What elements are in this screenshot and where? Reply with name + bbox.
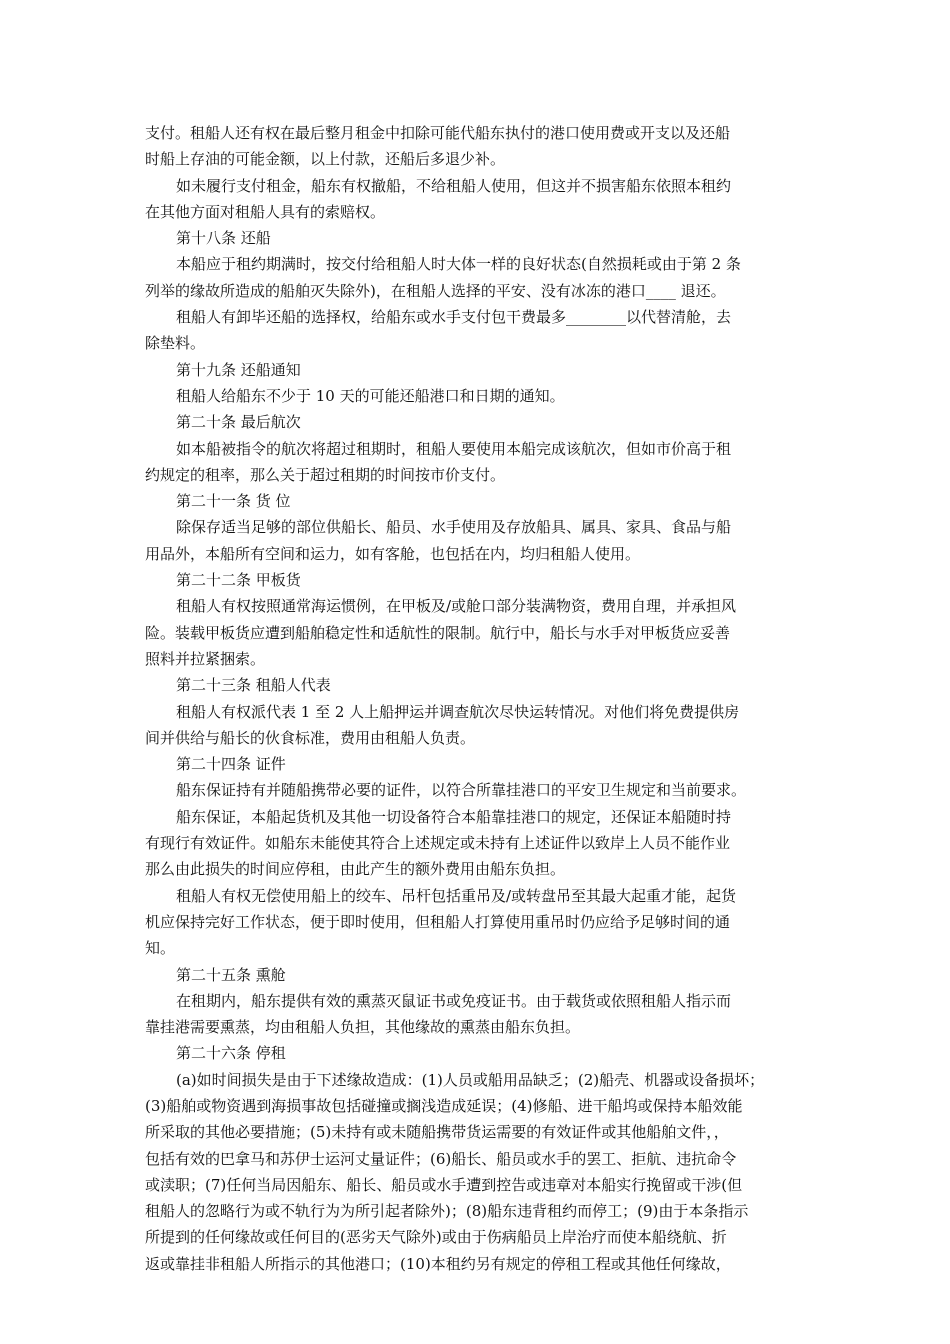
text-line: 租船人有卸毕还船的选择权，给船东或水手支付包干费最多________以代替清舱，去 bbox=[176, 308, 732, 327]
text-line: 本船应于租约期满时，按交付给租船人时大体一样的良好状态(自然损耗或由于第 2 条 bbox=[176, 255, 741, 274]
text-line: 返或靠挂非租船人所指示的其他港口；(10)本租约另有规定的停租工程或其他任何缘故， bbox=[145, 1254, 731, 1273]
text-line: 第十八条 还船 bbox=[176, 229, 271, 248]
text-line: 如本船被指令的航次将超过租期时，租船人要使用本船完成该航次，但如市价高于租 bbox=[176, 439, 732, 458]
text-line: 靠挂港需要熏蒸，均由租船人负担，其他缘故的熏蒸由船东负担。 bbox=[145, 1018, 581, 1037]
text-line: 租船人有权派代表 1 至 2 人上船押运并调查航次尽快运转情况。对他们将免费提供房 bbox=[176, 702, 740, 721]
text-line: 照料并拉紧捆索。 bbox=[145, 649, 266, 668]
text-line: 列举的缘故所造成的船舶灭失除外)，在租船人选择的平安、没有冰冻的港口____ 退还。 bbox=[145, 281, 726, 300]
text-line: 约规定的租率，那么关于超过租期的时间按市价支付。 bbox=[145, 465, 506, 484]
text-line: 租船人的忽略行为或不轨行为为所引起者除外)；(8)船东违背租约而停工；(9)由于本条指示 bbox=[145, 1202, 749, 1221]
text-line: 第二十五条 熏舱 bbox=[176, 965, 286, 984]
text-line: 用品外，本船所有空间和运力，如有客舱，也包括在内，均归租船人使用。 bbox=[145, 544, 641, 563]
text-line: 第二十一条 货 位 bbox=[176, 492, 291, 511]
text-line: 那么由此损失的时间应停租，由此产生的额外费用由船东负担。 bbox=[145, 860, 566, 879]
text-line: 第二十二条 甲板货 bbox=[176, 571, 301, 590]
text-line: 有现行有效证件。如船东未能使其符合上述规定或未持有上述证件以致岸上人员不能作业 bbox=[145, 834, 731, 853]
text-line: 租船人有权无偿使用船上的绞车、吊杆包括重吊及/或转盘吊至其最大起重才能，起货 bbox=[176, 886, 737, 905]
text-line: 第二十条 最后航次 bbox=[176, 413, 301, 432]
text-line: 租船人有权按照通常海运惯例，在甲板及/或舱口部分装满物资，费用自理，并承担风 bbox=[176, 597, 737, 616]
text-line: (a)如时间损失是由于下述缘故造成：(1)人员或船用品缺乏；(2)船壳、机器或设备损坏； bbox=[176, 1070, 765, 1089]
text-line: 知。 bbox=[145, 939, 176, 958]
text-line: 在其他方面对租船人具有的索赔权。 bbox=[145, 202, 386, 221]
text-line: 或渎职；(7)任何当局因船东、船长、船员或水手遭到控告或违章对本船实行挽留或干涉(但 bbox=[145, 1175, 743, 1194]
text-line: 所采取的其他必要措施；(5)未持有或未随船携带货运需要的有效证件或其他船舶文件，， bbox=[145, 1123, 729, 1142]
text-line: (3)船舶或物资遇到海损事故包括碰撞或搁浅造成延误；(4)修船、进干船坞或保持本船效能 bbox=[145, 1096, 743, 1115]
text-line: 第二十六条 停租 bbox=[176, 1044, 286, 1063]
document-page bbox=[145, 120, 813, 1277]
text-line: 船东保证，本船起货机及其他一切设备符合本船靠挂港口的规定，还保证本船随时持 bbox=[176, 807, 732, 826]
text-line: 第十九条 还船通知 bbox=[176, 360, 301, 379]
text-line: 第二十三条 租船人代表 bbox=[176, 676, 331, 695]
text-line: 支付。租船人还有权在最后整月租金中扣除可能代船东执付的港口使用费或开支以及还船 bbox=[145, 124, 731, 142]
text-line: 在租期内，船东提供有效的熏蒸灭鼠证书或免疫证书。由于载货或依照租船人指示而 bbox=[176, 991, 732, 1010]
text-line: 险。装载甲板货应遭到船舶稳定性和适航性的限制。航行中，船长与水手对甲板货应妥善 bbox=[145, 623, 731, 642]
text-line: 除垫料。 bbox=[145, 334, 206, 353]
text-line: 船东保证持有并随船携带必要的证件，以符合所靠挂港口的平安卫生规定和当前要求。 bbox=[176, 781, 747, 800]
text-line: 除保存适当足够的部位供船长、船员、水手使用及存放船具、属具、家具、食品与船 bbox=[176, 518, 732, 537]
text-line: 包括有效的巴拿马和苏伊士运河丈量证件；(6)船长、船员或水手的罢工、拒航、违抗命令 bbox=[145, 1149, 737, 1168]
text-line: 时船上存油的可能金额，以上付款，还船后多退少补。 bbox=[145, 150, 506, 169]
text-line: 如未履行支付租金，船东有权撤船，不给租船人使用，但这并不损害船东依照本租约 bbox=[176, 176, 732, 195]
text-line: 所提到的任何缘故或任何目的(恶劣天气除外)或由于伤病船员上岸治疗而使本船绕航、折 bbox=[145, 1228, 727, 1247]
text-line: 租船人给船东不少于 10 天的可能还船港口和日期的通知。 bbox=[176, 386, 565, 405]
text-line: 第二十四条 证件 bbox=[176, 755, 286, 774]
text-line: 间并供给与船长的伙食标准，费用由租船人负责。 bbox=[145, 728, 476, 747]
text-line: 机应保持完好工作状态，便于即时使用，但租船人打算使用重吊时仍应给予足够时间的通 bbox=[145, 912, 731, 931]
